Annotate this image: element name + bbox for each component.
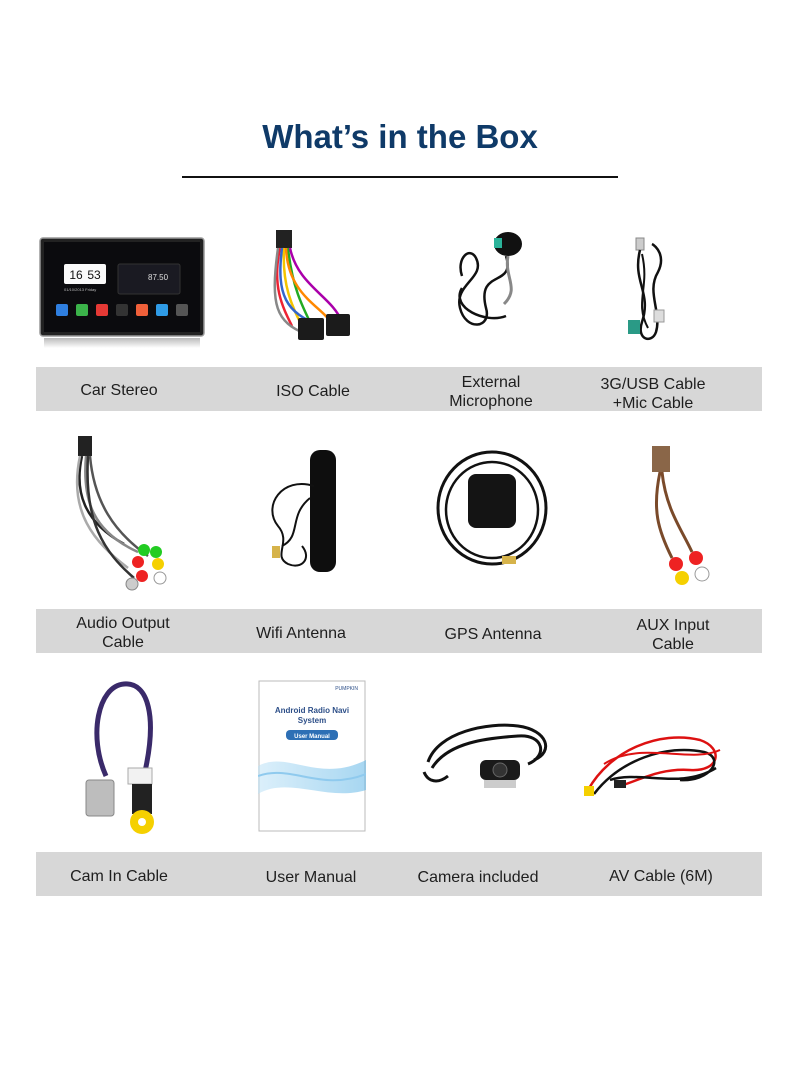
item-label-car-stereo: Car Stereo <box>80 382 158 399</box>
title-underline <box>182 176 618 178</box>
camera-image <box>418 712 558 798</box>
stereo-clock-minute: 53 <box>87 268 101 282</box>
item-label-user-manual: User Manual <box>265 869 357 886</box>
item-label-wifi-antenna: Wifi Antenna <box>256 625 346 642</box>
settings-app-icon <box>176 304 188 316</box>
audio-output-cable-image <box>64 432 182 594</box>
wifi-antenna-image <box>262 446 350 580</box>
cam-in-cable-image <box>78 676 178 838</box>
phone-app-icon <box>76 304 88 316</box>
user-manual-image <box>258 680 366 832</box>
item-label-usb-mic-cable: 3G/USB Cable +Mic Cable <box>600 376 706 412</box>
manual-badge: User Manual <box>294 734 330 740</box>
item-label-aux-input-cable: AUX Input Cable <box>636 617 710 653</box>
nav-app-icon <box>56 304 68 316</box>
stereo-clock-hour: 16 <box>69 268 83 282</box>
iso-cable-image <box>262 226 362 354</box>
manual-title-line2: System <box>297 716 327 725</box>
manual-title-line1: Android Radio Navi <box>274 706 350 715</box>
item-label-gps-antenna: GPS Antenna <box>444 626 542 643</box>
stereo-radio-freq: 87.50 <box>148 273 169 282</box>
usb-mic-cable-image <box>622 232 682 352</box>
item-label-cam-in-cable: Cam In Cable <box>70 868 168 885</box>
item-label-av-cable: AV Cable (6M) <box>609 868 713 885</box>
item-label-external-microphone: External Microphone <box>449 374 533 410</box>
item-label-camera-included: Camera included <box>417 869 539 886</box>
aux-input-cable-image <box>626 440 722 590</box>
video-app-icon <box>156 304 168 316</box>
gps-antenna-image <box>432 444 552 572</box>
page-title: What’s in the Box <box>262 118 538 155</box>
radio-app-icon <box>136 304 148 316</box>
apps-icon <box>116 304 128 316</box>
car-stereo-image <box>38 236 206 354</box>
music-app-icon <box>96 304 108 316</box>
av-cable-image <box>580 720 728 810</box>
manual-brand: PUMPKIN <box>335 686 358 692</box>
stereo-date: 01/10/2013 Friday <box>64 287 97 292</box>
item-label-iso-cable: ISO Cable <box>276 383 350 400</box>
external-microphone-image <box>446 228 538 338</box>
item-label-audio-output-cable: Audio Output Cable <box>76 615 170 651</box>
